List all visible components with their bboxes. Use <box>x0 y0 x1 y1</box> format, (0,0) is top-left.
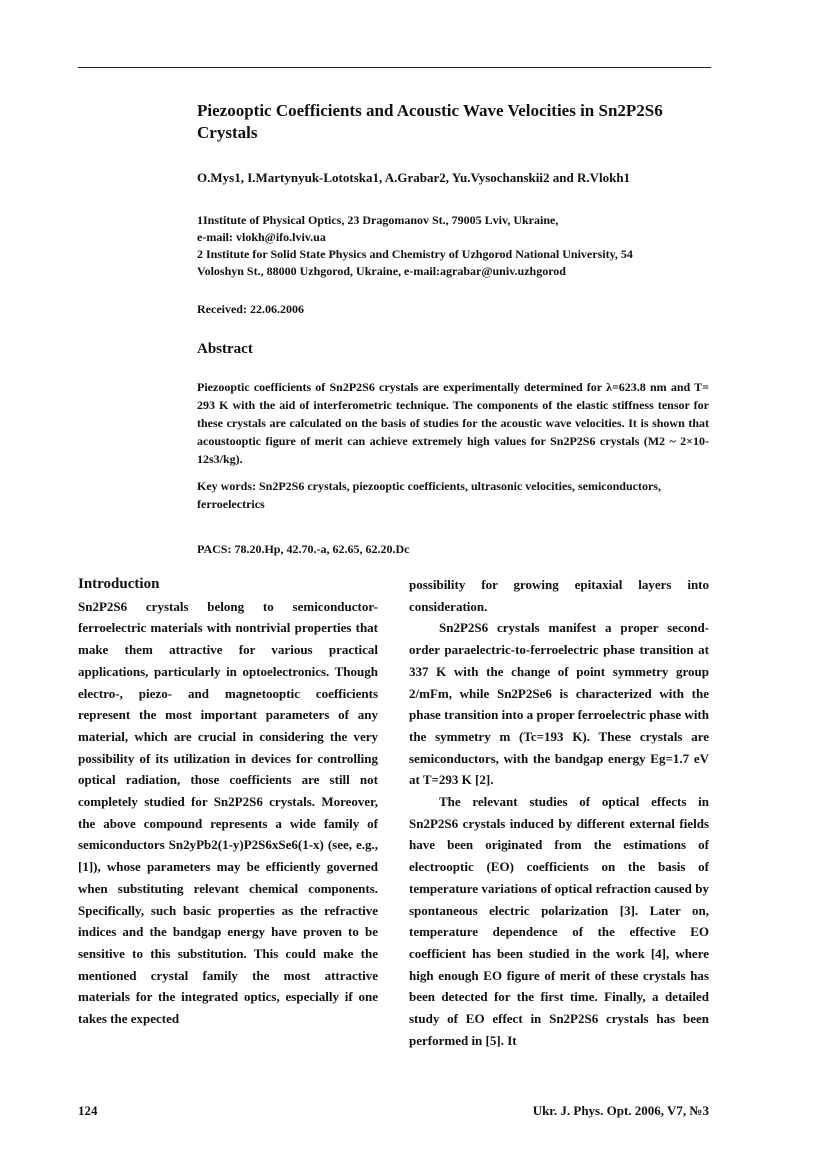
body-paragraph: Sn2P2S6 crystals manifest a proper second-order paraelectric-to-ferroelectric phase transition at 337 K with the change of point symmetry group 2/mFm, while Sn2P2Se6 is characterized with the phase transition into a proper ferroelectric phase with the symmetry m (Tc=193 K). These crystals are semiconductors, with the bandgap energy Eg=1.7 eV at T=293 K [2]. <box>409 620 709 788</box>
abstract-text: Piezooptic coefficients of Sn2P2S6 crystals are experimentally determined for λ=623.8 nm and T= 293 K with the aid of interferometric technique. The components of the elastic stiffness tensor for these crystals are calculated on the basis of studies for the acoustic wave velocities. It is shown that acoustooptic figure of merit can achieve extremely high values for Sn2P2S6 crystals (M2 ~ 2×10-12s3/kg). <box>197 380 709 466</box>
left-column <box>78 574 378 1030</box>
page-number: 124 <box>78 1103 98 1118</box>
keywords-label: Key words: <box>197 479 256 493</box>
keywords <box>197 477 709 513</box>
header-rule <box>78 67 711 68</box>
body-paragraph: possibility for growing epitaxial layers into consideration. <box>409 577 709 614</box>
affiliations <box>197 212 697 280</box>
author-list: O.Mys1, I.Martynyuk-Lototska1, A.Grabar2, Yu.Vysochanskii2 and R.Vlokh1 <box>197 170 631 185</box>
abstract-heading: Abstract <box>197 341 253 357</box>
body-paragraph: Sn2P2S6 crystals belong to semiconductor-ferroelectric materials with nontrivial properties that make them attractive for various practical applications, particularly in optoelectronics. Though electro-, piezo- and magnetooptic coefficients represent the most important parameters of any material, which are crucial in considering the very possibility of its utilization in devices for controlling optical radiation, those coefficients are still not completely studied for Sn2P2S6 crystals. Moreover, the above compound represents a wide family of semiconductors Sn2yPb2(1-y)P2S6xSe6(1-x) (see, e.g., [1]), whose parameters may be efficiently governed when substituting relevant chemical components. Specifically, such basic properties as the refractive indices and the bandgap energy have proven to be sensitive to this substitution. This could make the mentioned crystal family the most attractive materials for the integrated optics, especially if one takes the expected <box>78 598 378 1027</box>
journal-reference: Ukr. J. Phys. Opt. 2006, V7, №3 <box>532 1103 709 1118</box>
body-paragraph: The relevant studies of optical effects in Sn2P2S6 crystals induced by different external fields have been originated from the estimations of electrooptic (EO) coefficients on the basis of temperature variations of optical refraction caused by spontaneous electric polarization [3]. Later on, temperature dependence of the effective EO coefficient has been studied in the work [4], where high enough EO figure of merit of these crystals has been detected for the first time. Finally, a detailed study of EO effect in Sn2P2S6 crystals has been performed in [5]. It <box>409 794 709 1048</box>
affiliation-email[interactable]: e-mail: vlokh@ifo.lviv.ua <box>197 230 326 244</box>
pacs-codes: PACS: 78.20.Hp, 42.70.-a, 62.65, 62.20.Dc <box>197 542 410 556</box>
affiliation-line: 2 Institute for Solid State Physics and Chemistry of Uzhgorod National University, 54 <box>197 247 633 261</box>
introduction-heading: Introduction <box>78 576 160 592</box>
paper-title: Piezooptic Coefficients and Acoustic Wave Velocities in Sn2P2S6 Crystals <box>197 101 663 142</box>
affiliation-line: Voloshyn St., 88000 Uzhgorod, Ukraine, e-mail:agrabar@univ.uzhgorod <box>197 264 566 278</box>
received-date: Received: 22.06.2006 <box>197 302 304 316</box>
keywords-text: Sn2P2S6 crystals, piezooptic coefficients, ultrasonic velocities, semiconductors, ferroelectrics <box>197 479 661 511</box>
affiliation-line: 1Institute of Physical Optics, 23 Dragomanov St., 79005 Lviv, Ukraine, <box>197 213 559 227</box>
right-column <box>409 574 709 1051</box>
